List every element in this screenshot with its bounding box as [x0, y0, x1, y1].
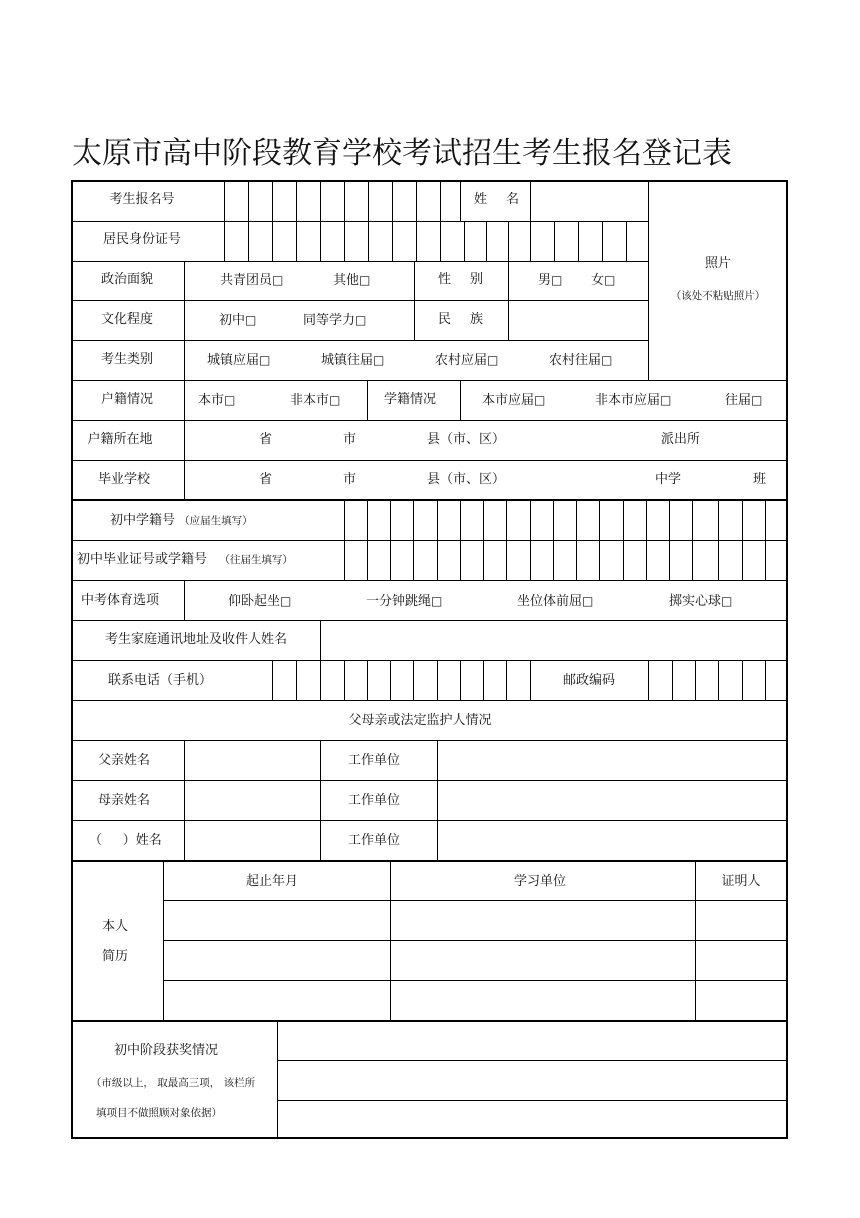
grid-line: [163, 860, 164, 1020]
checkbox-icon[interactable]: □: [355, 313, 367, 327]
grid-line: [672, 660, 673, 700]
option-urban-previous: 城镇往届□: [321, 353, 385, 368]
option-junior-high: 初中□: [219, 313, 257, 328]
option-equivalent: 同等学力□: [303, 313, 367, 328]
grid-line: [72, 380, 787, 381]
household-status-label: 户籍情况: [100, 392, 154, 407]
name-label-part2: 名: [506, 192, 520, 207]
grid-line: [623, 499, 624, 580]
grid-line: [72, 261, 648, 262]
id-number-label: 居民身份证号: [102, 232, 182, 247]
grid-line: [296, 660, 297, 700]
grid-line: [460, 499, 461, 580]
grid-line: [184, 380, 185, 420]
grid-line: [367, 499, 368, 580]
grid-line: [184, 340, 185, 380]
grid-line: [460, 181, 461, 221]
grid-line: [437, 499, 438, 580]
grid-line: [72, 580, 787, 581]
checkbox-icon[interactable]: □: [582, 594, 594, 608]
grid-line: [72, 740, 787, 741]
grid-line: [72, 620, 787, 621]
awards-label: 初中阶段获奖情况: [113, 1043, 219, 1058]
candidate-type-label: 考生类别: [100, 352, 154, 367]
grid-line: [599, 499, 600, 580]
grid-line: [184, 261, 185, 340]
checkbox-icon[interactable]: □: [601, 353, 613, 367]
grid-line: [392, 221, 393, 261]
grid-line: [742, 499, 743, 580]
grid-line: [553, 499, 554, 580]
grid-line: [72, 499, 787, 501]
grid-line: [320, 181, 321, 221]
grid-line: [163, 980, 787, 981]
other-guardian-work-label: 工作单位: [347, 833, 401, 848]
grid-line: [483, 660, 484, 700]
grid-line: [72, 300, 648, 301]
checkbox-icon[interactable]: □: [280, 594, 292, 608]
grid-line: [506, 660, 507, 700]
grid-line: [72, 860, 787, 862]
grid-line: [530, 181, 531, 221]
page-title: 太原市高中阶段教育学校考试招生考生报名登记表: [72, 136, 732, 171]
checkbox-icon[interactable]: □: [224, 393, 236, 407]
grid-line: [72, 460, 787, 461]
option-medicine-ball: 掷实心球□: [669, 594, 733, 609]
grid-line: [320, 221, 321, 261]
class-label: 班: [753, 472, 767, 487]
other-guardian-name-label: （ ）姓名: [89, 833, 162, 848]
grid-line: [508, 261, 509, 340]
grid-line: [272, 221, 273, 261]
name-label-part1: 姓: [474, 192, 488, 207]
grid-line: [460, 660, 461, 700]
photo-label: 照片: [704, 256, 732, 271]
grid-line: [72, 700, 787, 701]
resume-col-period: 起止年月: [245, 874, 299, 889]
grid-line: [72, 540, 787, 541]
grid-line: [184, 580, 185, 620]
grid-line: [320, 620, 321, 660]
grid-line: [390, 860, 391, 1020]
grid-line: [320, 740, 321, 860]
option-female: 女□: [591, 273, 616, 288]
option-rural-previous: 农村往届□: [549, 353, 613, 368]
grid-line: [72, 1020, 787, 1022]
grid-line: [695, 660, 696, 700]
awards-note-line1: （市级以上， 取最高三项， 该栏所: [90, 1077, 256, 1089]
postal-code-label: 邮政编码: [562, 673, 616, 688]
guardian-section-title: 父母亲或法定监护人情况: [348, 713, 492, 728]
grid-line: [72, 420, 787, 421]
photo-note: （该处不粘贴照片）: [670, 290, 766, 302]
option-non-local: 非本市□: [290, 393, 341, 408]
grid-line: [163, 940, 787, 941]
grid-line: [72, 221, 648, 222]
household-location-label: 户籍所在地: [87, 432, 153, 447]
junior-student-number-label: 初中学籍号 （应届生填写）: [110, 513, 253, 528]
province-label: 省: [259, 472, 273, 487]
grid-line: [440, 181, 441, 221]
grid-line: [765, 499, 766, 580]
grid-line: [72, 660, 787, 661]
grid-line: [184, 420, 185, 499]
grid-line: [390, 660, 391, 700]
option-local-current: 本市应届□: [482, 393, 546, 408]
sex-label-part1: 性: [438, 272, 452, 287]
police-station-label: 派出所: [661, 432, 701, 447]
grid-line: [483, 499, 484, 580]
grid-line: [718, 499, 719, 580]
middle-school-label: 中学: [655, 472, 682, 487]
grid-line: [344, 181, 345, 221]
grid-line: [272, 181, 273, 221]
option-sit-ups: 仰卧起坐□: [228, 594, 292, 609]
school-status-label: 学籍情况: [383, 392, 437, 407]
grid-line: [296, 181, 297, 221]
home-address-label: 考生家庭通讯地址及收件人姓名: [104, 632, 288, 647]
grid-line: [224, 181, 225, 221]
option-rural-current: 农村应届□: [435, 353, 499, 368]
checkbox-icon[interactable]: □: [534, 393, 546, 407]
checkbox-icon[interactable]: □: [551, 273, 563, 287]
grid-line: [648, 181, 649, 380]
option-league-member: 共青团员□: [220, 273, 284, 288]
ethnicity-label-part2: 族: [470, 312, 484, 327]
checkbox-icon[interactable]: □: [751, 393, 763, 407]
grid-line: [765, 660, 766, 700]
checkbox-icon[interactable]: □: [721, 594, 733, 608]
checkbox-icon[interactable]: □: [604, 273, 616, 287]
option-political-other: 其他□: [333, 273, 371, 288]
grid-line: [718, 660, 719, 700]
awards-note-line2: 填项目不做照顾对象依据）: [96, 1107, 222, 1119]
grid-line: [692, 499, 693, 580]
grid-line: [272, 660, 273, 700]
grid-line: [367, 380, 368, 420]
grid-line: [344, 499, 345, 580]
grid-line: [413, 499, 414, 580]
grid-line: [367, 660, 368, 700]
checkbox-icon[interactable]: □: [259, 353, 271, 367]
resume-col-witness: 证明人: [721, 874, 761, 889]
grid-line: [413, 660, 414, 700]
checkbox-icon[interactable]: □: [431, 594, 443, 608]
junior-graduation-number-label: 初中毕业证号或学籍号 （往届生填写）: [77, 552, 293, 567]
grid-line: [626, 221, 627, 261]
grid-line: [464, 221, 465, 261]
grid-line: [648, 660, 649, 700]
option-rope-skipping: 一分钟跳绳□: [366, 594, 443, 609]
grid-line: [163, 900, 787, 901]
grid-line: [530, 499, 531, 580]
grid-line: [576, 499, 577, 580]
checkbox-icon[interactable]: □: [245, 313, 257, 327]
mother-name-label: 母亲姓名: [97, 793, 151, 808]
county-label: 县（市、区）: [427, 432, 506, 447]
sex-label-part2: 别: [470, 272, 484, 287]
resume-col-school: 学习单位: [513, 874, 567, 889]
grid-line: [184, 740, 185, 860]
grid-line: [277, 1100, 787, 1101]
option-previous-year: 往届□: [725, 393, 763, 408]
city-label: 市: [343, 472, 357, 487]
mother-work-label: 工作单位: [347, 793, 401, 808]
grid-line: [368, 181, 369, 221]
grid-line: [508, 221, 509, 261]
option-male: 男□: [538, 273, 563, 288]
province-label: 省: [259, 432, 273, 447]
graduated-school-label: 毕业学校: [97, 472, 151, 487]
city-label: 市: [343, 432, 357, 447]
grid-line: [530, 660, 531, 700]
grid-line: [646, 499, 647, 580]
checkbox-icon[interactable]: □: [359, 273, 371, 287]
grid-line: [72, 340, 648, 341]
option-non-local-current: 非本市应届□: [595, 393, 672, 408]
grid-line: [414, 261, 415, 340]
resume-label-line2: 简历: [101, 949, 129, 964]
grid-line: [742, 660, 743, 700]
grid-line: [602, 221, 603, 261]
grid-line: [460, 380, 461, 420]
political-status-label: 政治面貌: [100, 272, 154, 287]
grid-line: [390, 499, 391, 580]
father-work-label: 工作单位: [347, 753, 401, 768]
grid-line: [368, 221, 369, 261]
grid-line: [437, 660, 438, 700]
grid-line: [416, 221, 417, 261]
grid-line: [669, 499, 670, 580]
checkbox-icon[interactable]: □: [487, 353, 499, 367]
county-label: 县（市、区）: [427, 472, 506, 487]
grid-line: [530, 221, 531, 261]
grid-line: [320, 660, 321, 700]
grid-line: [486, 221, 487, 261]
grid-line: [277, 1020, 278, 1138]
grid-line: [72, 780, 787, 781]
grid-line: [277, 1060, 787, 1061]
phone-label: 联系电话（手机）: [107, 673, 213, 688]
grid-line: [506, 499, 507, 580]
grid-line: [344, 221, 345, 261]
grid-line: [296, 221, 297, 261]
father-name-label: 父亲姓名: [97, 753, 151, 768]
checkbox-icon[interactable]: □: [373, 353, 385, 367]
grid-line: [344, 660, 345, 700]
checkbox-icon[interactable]: □: [660, 393, 672, 407]
ethnicity-label-part1: 民: [438, 312, 452, 327]
grid-line: [440, 221, 441, 261]
grid-line: [248, 181, 249, 221]
education-level-label: 文化程度: [100, 312, 154, 327]
grid-line: [224, 221, 225, 261]
grid-line: [578, 221, 579, 261]
checkbox-icon[interactable]: □: [272, 273, 284, 287]
grid-line: [416, 181, 417, 221]
option-sit-and-reach: 坐位体前屈□: [517, 594, 594, 609]
grid-line: [437, 740, 438, 860]
option-local: 本市□: [198, 393, 236, 408]
pe-option-label: 中考体育选项: [80, 593, 160, 608]
grid-line: [392, 181, 393, 221]
checkbox-icon[interactable]: □: [329, 393, 341, 407]
grid-line: [72, 820, 787, 821]
grid-line: [695, 860, 696, 1020]
grid-line: [554, 221, 555, 261]
exam-number-label: 考生报名号: [109, 192, 175, 207]
grid-line: [248, 221, 249, 261]
option-urban-current: 城镇应届□: [207, 353, 271, 368]
resume-label-line1: 本人: [101, 919, 129, 934]
